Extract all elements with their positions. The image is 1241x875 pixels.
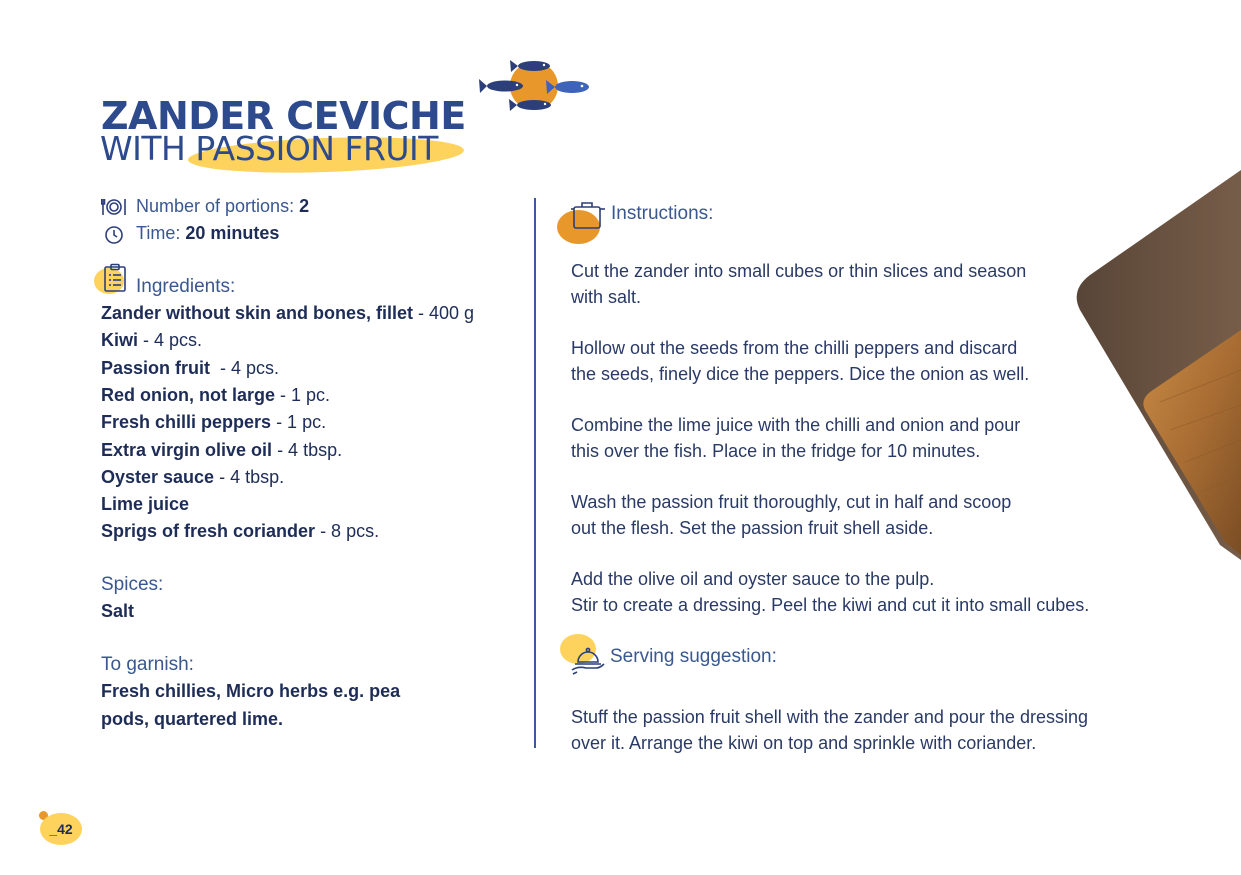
- page-subtitle: WITH PASSION FRUIT: [100, 129, 438, 168]
- time-row: [136, 223, 279, 244]
- wooden-board-image: [1070, 170, 1241, 560]
- ingredient-item: Extra virgin olive oil - 4 tbsp.: [101, 440, 343, 460]
- fish-logo-icon: [478, 56, 594, 118]
- ingredient-item: Kiwi - 4 pcs.: [101, 330, 203, 350]
- instructions-heading: Instructions:: [611, 203, 714, 224]
- instruction-step: Combine the lime juice with the chilli and onion and pour this over the fish. Place in the fridge for 10 minutes.: [571, 415, 1021, 461]
- garnish-line-2: pods, quartered lime.: [101, 709, 284, 729]
- ingredient-item: Sprigs of fresh coriander - 8 pcs.: [101, 521, 380, 541]
- instruction-step: Hollow out the seeds from the chilli peppers and discard the seeds, finely dice the peppers. Dice the onion as well.: [571, 338, 1030, 384]
- portions-label: Number of portions:: [136, 196, 295, 216]
- pot-icon: [570, 199, 606, 231]
- clipboard-icon: [103, 263, 127, 293]
- spices-heading: Spices:: [101, 574, 164, 595]
- ingredient-item: Zander without skin and bones, fillet - 400 g: [101, 303, 475, 323]
- spices-value: Salt: [101, 601, 135, 621]
- instruction-step: Cut the zander into small cubes or thin slices and season with salt.: [571, 261, 1027, 307]
- time-label: Time:: [136, 223, 181, 243]
- page-title: ZANDER CEVICHE: [101, 94, 466, 138]
- ingredient-item: Lime juice: [101, 494, 190, 514]
- serving-heading: Serving suggestion:: [610, 646, 777, 667]
- time-value: 20 minutes: [185, 223, 280, 243]
- ingredient-item: Fresh chilli peppers - 1 pc.: [101, 412, 327, 432]
- portions-row: [136, 196, 309, 217]
- instruction-step: Add the olive oil and oyster sauce to the pulp. Stir to create a dressing. Peel the kiwi and cut it into small cubes.: [571, 569, 1090, 615]
- ingredients-heading: Ingredients:: [136, 276, 236, 297]
- garnish-heading: To garnish:: [101, 654, 194, 675]
- plate-cutlery-icon: [101, 196, 127, 218]
- portions-value: 2: [299, 196, 310, 216]
- column-divider: [534, 198, 536, 748]
- serving-text: Stuff the passion fruit shell with the zander and pour the dressing over it. Arrange the kiwi on top and sprinkle with coriander.: [571, 707, 1088, 753]
- page-number: _42: [40, 813, 82, 845]
- ingredient-item: Passion fruit - 4 pcs.: [101, 358, 280, 378]
- garnish-line-1: Fresh chillies, Micro herbs e.g. pea: [101, 681, 401, 701]
- serving-cloche-icon: [570, 642, 606, 676]
- ingredient-item: Oyster sauce - 4 tbsp.: [101, 467, 285, 487]
- ingredient-item: Red onion, not large - 1 pc.: [101, 385, 331, 405]
- clock-icon: [101, 223, 127, 245]
- instruction-step: Wash the passion fruit thoroughly, cut in half and scoop out the flesh. Set the passion fruit shell aside.: [571, 492, 1012, 538]
